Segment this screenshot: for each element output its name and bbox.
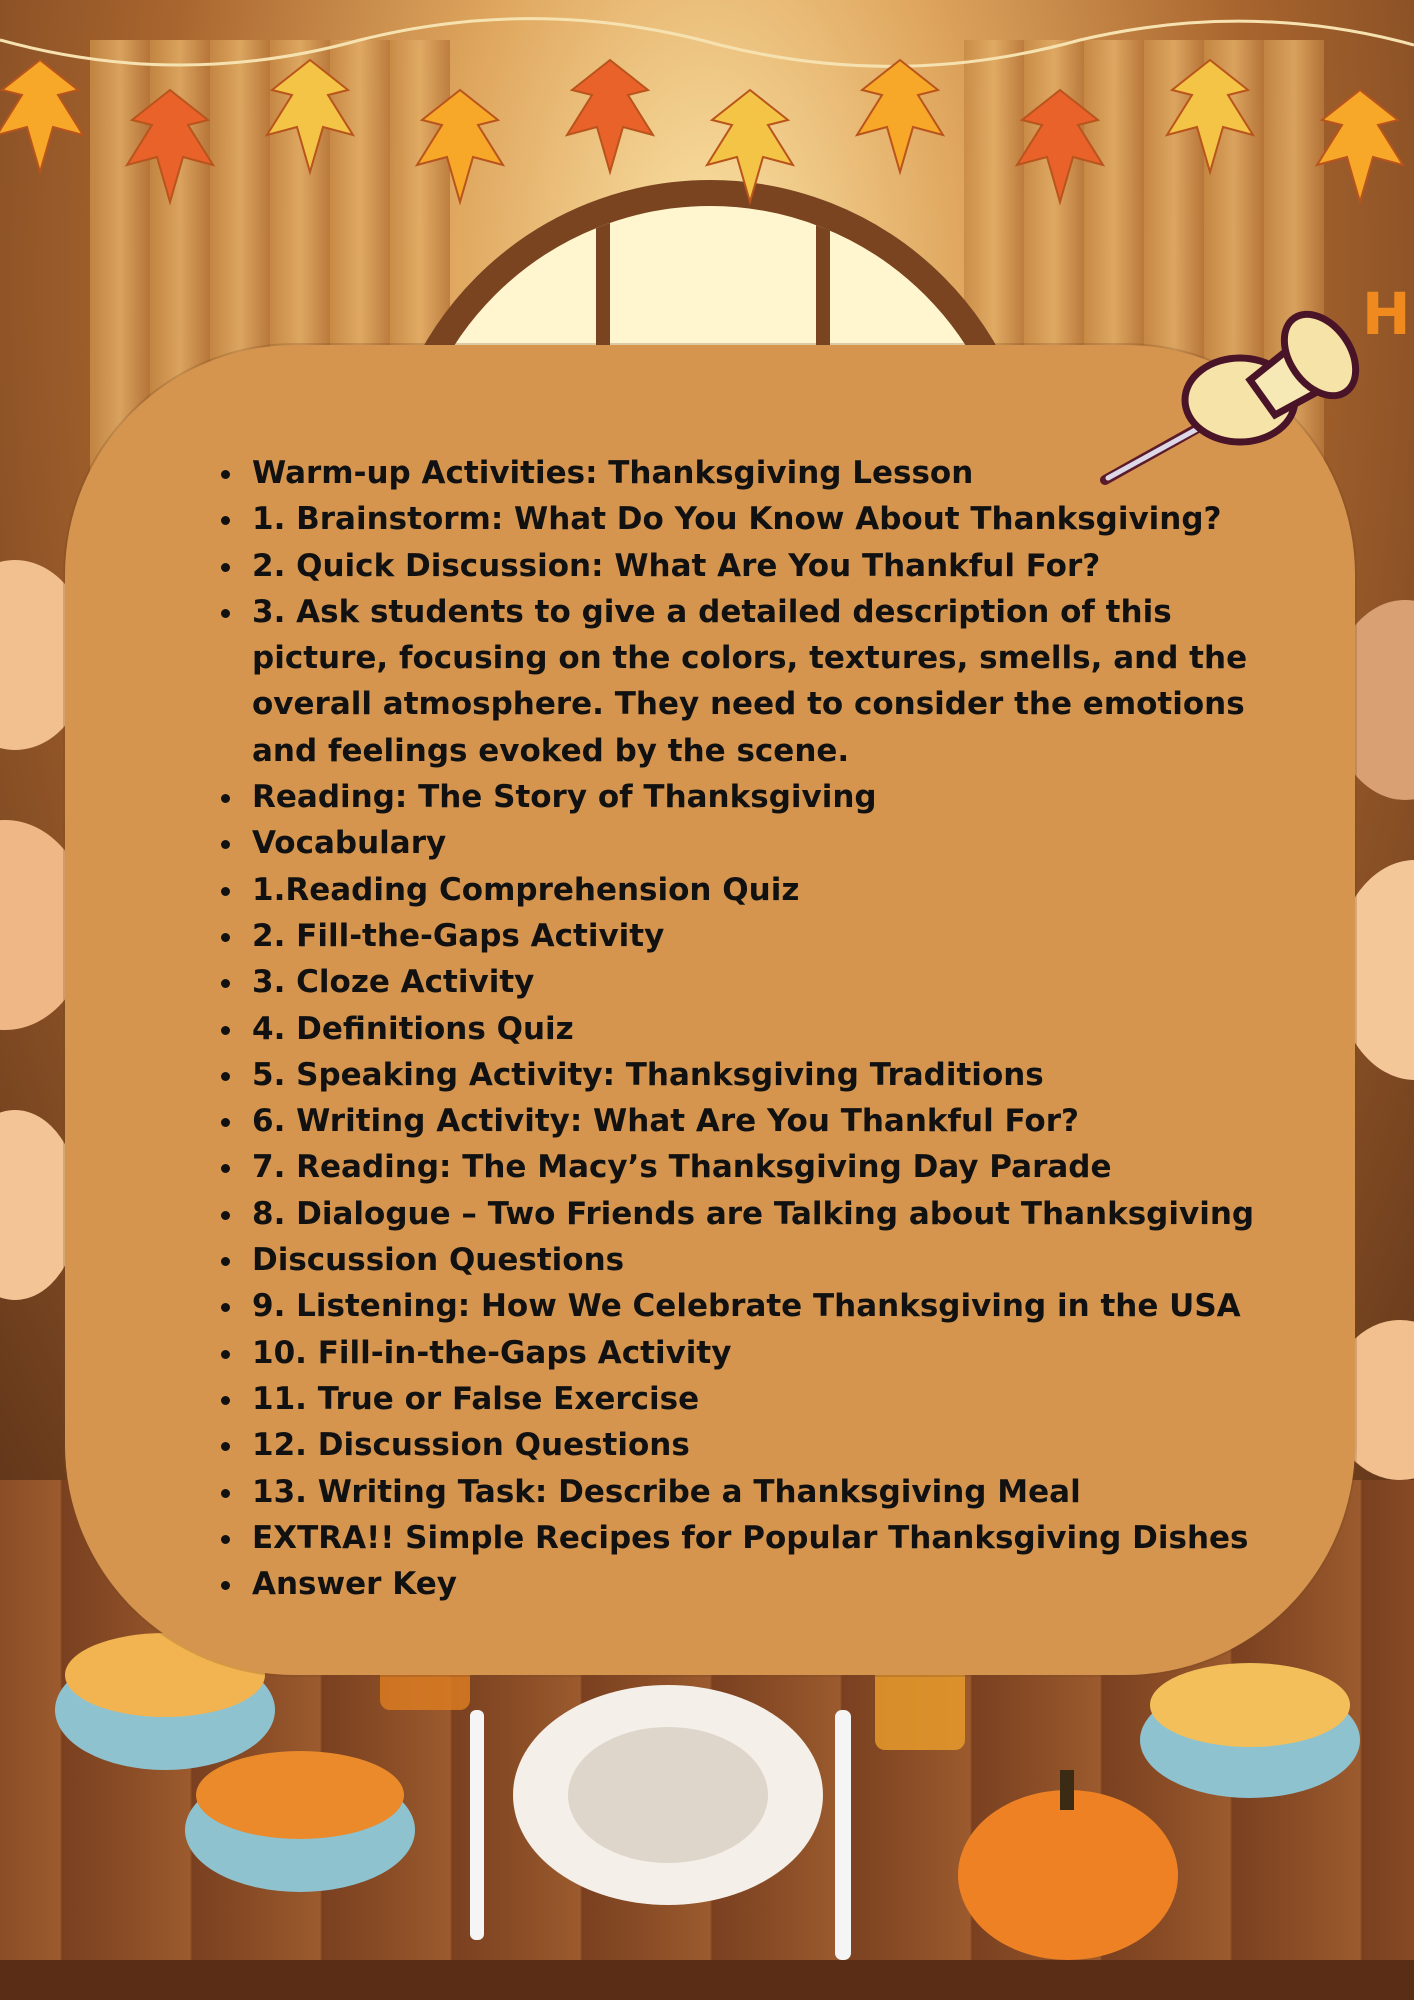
lesson-item: • 1. Brainstorm: What Do You Know About Thanksgiving? <box>246 496 1296 542</box>
lesson-item: • Discussion Questions <box>246 1237 1296 1283</box>
lesson-item: • 4. Definitions Quiz <box>246 1006 1296 1052</box>
maple-leaf-icon <box>1317 90 1403 202</box>
lesson-item: • 6. Writing Activity: What Are You Thankful For? <box>246 1098 1296 1144</box>
lesson-item: • 2. Quick Discussion: What Are You Thankful For? <box>246 543 1296 589</box>
lesson-item: • Answer Key <box>246 1561 1296 1607</box>
maple-leaf-icon <box>267 60 353 172</box>
lesson-contents-card <box>65 345 1355 1675</box>
maple-leaf-icon <box>707 90 793 202</box>
lesson-item: • Reading: The Story of Thanksgiving <box>246 774 1296 820</box>
lesson-item: • 13. Writing Task: Describe a Thanksgiving Meal <box>246 1469 1296 1515</box>
maple-leaf-icon <box>0 60 83 172</box>
maple-leaf-icon <box>1167 60 1253 172</box>
lesson-contents-list <box>210 450 1296 1607</box>
maple-leaf-icon <box>417 90 503 202</box>
lesson-item: • 11. True or False Exercise <box>246 1376 1296 1422</box>
lesson-item: • EXTRA!! Simple Recipes for Popular Thanksgiving Dishes <box>246 1515 1296 1561</box>
lesson-item: • Warm-up Activities: Thanksgiving Lesson <box>246 450 1296 496</box>
maple-leaf-icon <box>857 60 943 172</box>
lesson-item: • 5. Speaking Activity: Thanksgiving Traditions <box>246 1052 1296 1098</box>
lesson-item: • 12. Discussion Questions <box>246 1422 1296 1468</box>
lesson-item: • 3. Cloze Activity <box>246 959 1296 1005</box>
hanging-sign-letter: H <box>1362 280 1411 348</box>
autumn-leaf-garland <box>0 0 1414 220</box>
lesson-item: • 8. Dialogue – Two Friends are Talking about Thanksgiving <box>246 1191 1296 1237</box>
lesson-item: • 9. Listening: How We Celebrate Thanksgiving in the USA <box>246 1283 1296 1329</box>
lesson-item: • 7. Reading: The Macy’s Thanksgiving Day Parade <box>246 1144 1296 1190</box>
lesson-item: • 2. Fill-the-Gaps Activity <box>246 913 1296 959</box>
lesson-item: • 1.Reading Comprehension Quiz <box>246 867 1296 913</box>
push-pin-icon <box>1100 300 1370 490</box>
lesson-item: • 10. Fill-in-the-Gaps Activity <box>246 1330 1296 1376</box>
maple-leaf-icon <box>1017 90 1103 202</box>
maple-leaf-icon <box>567 60 653 172</box>
maple-leaf-icon <box>127 90 213 202</box>
lesson-item: • 3. Ask students to give a detailed description of this picture, focusing on the colors, textures, smells, and the overall atmosphere. They need to consider the emotions and feelings evoked by the scene. <box>246 589 1296 774</box>
lesson-item: • Vocabulary <box>246 820 1296 866</box>
